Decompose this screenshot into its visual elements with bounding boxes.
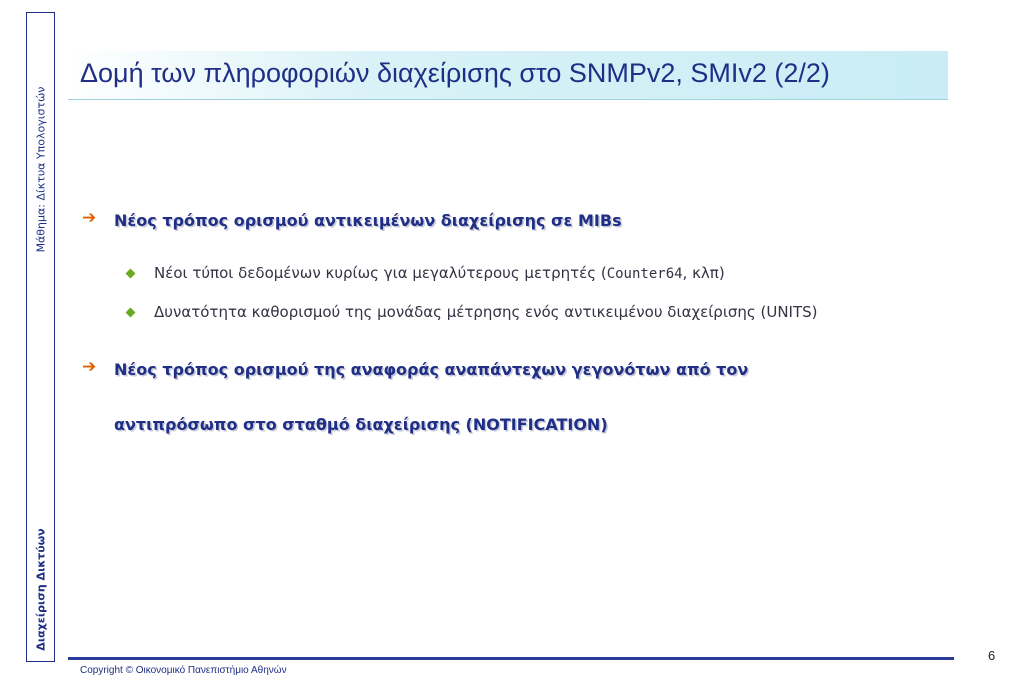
- subbullet-data-types-tail: , κλπ): [682, 264, 725, 282]
- arrow-right-icon: ➔: [82, 357, 97, 377]
- bullet-notification-line2: αντιπρόσωπο στο σταθμό διαχείρισης (NOTIFICATION): [114, 415, 608, 434]
- slide-title: Δομή των πληροφοριών διαχείρισης στο SNMPv2, SMIv2 (2/2): [80, 58, 830, 88]
- copyright-text: Copyright © Οικονομικό Πανεπιστήμιο Αθηνών: [80, 665, 287, 676]
- sidebar-course-label: Μάθημα: Δίκτυα Υπολογιστών: [34, 86, 47, 253]
- bullet-notification-line1: Νέος τρόπος ορισμού της αναφοράς αναπάντεχων γεγονότων από τον: [114, 360, 749, 379]
- diamond-icon: [126, 269, 136, 279]
- code-counter64: Counter64: [606, 266, 683, 282]
- bullet-new-object-definition: Νέος τρόπος ορισμού αντικειμένων διαχείρισης σε MIBs: [114, 211, 622, 230]
- page-number: 6: [988, 648, 996, 663]
- sidebar-frame: [26, 12, 55, 662]
- subbullet-data-types: [154, 264, 725, 282]
- footer-divider: [68, 657, 954, 660]
- subbullet-units: Δυνατότητα καθορισμού της μονάδας μέτρησης ενός αντικειμένου διαχείρισης (UNITS): [154, 303, 818, 321]
- diamond-icon: [126, 308, 136, 318]
- arrow-right-icon: ➔: [82, 208, 97, 228]
- sidebar-subject-label: Διαχείριση Δικτύων: [34, 528, 47, 651]
- subbullet-data-types-text: Νέοι τύποι δεδομένων κυρίως για μεγαλύτερους μετρητές (: [154, 264, 607, 282]
